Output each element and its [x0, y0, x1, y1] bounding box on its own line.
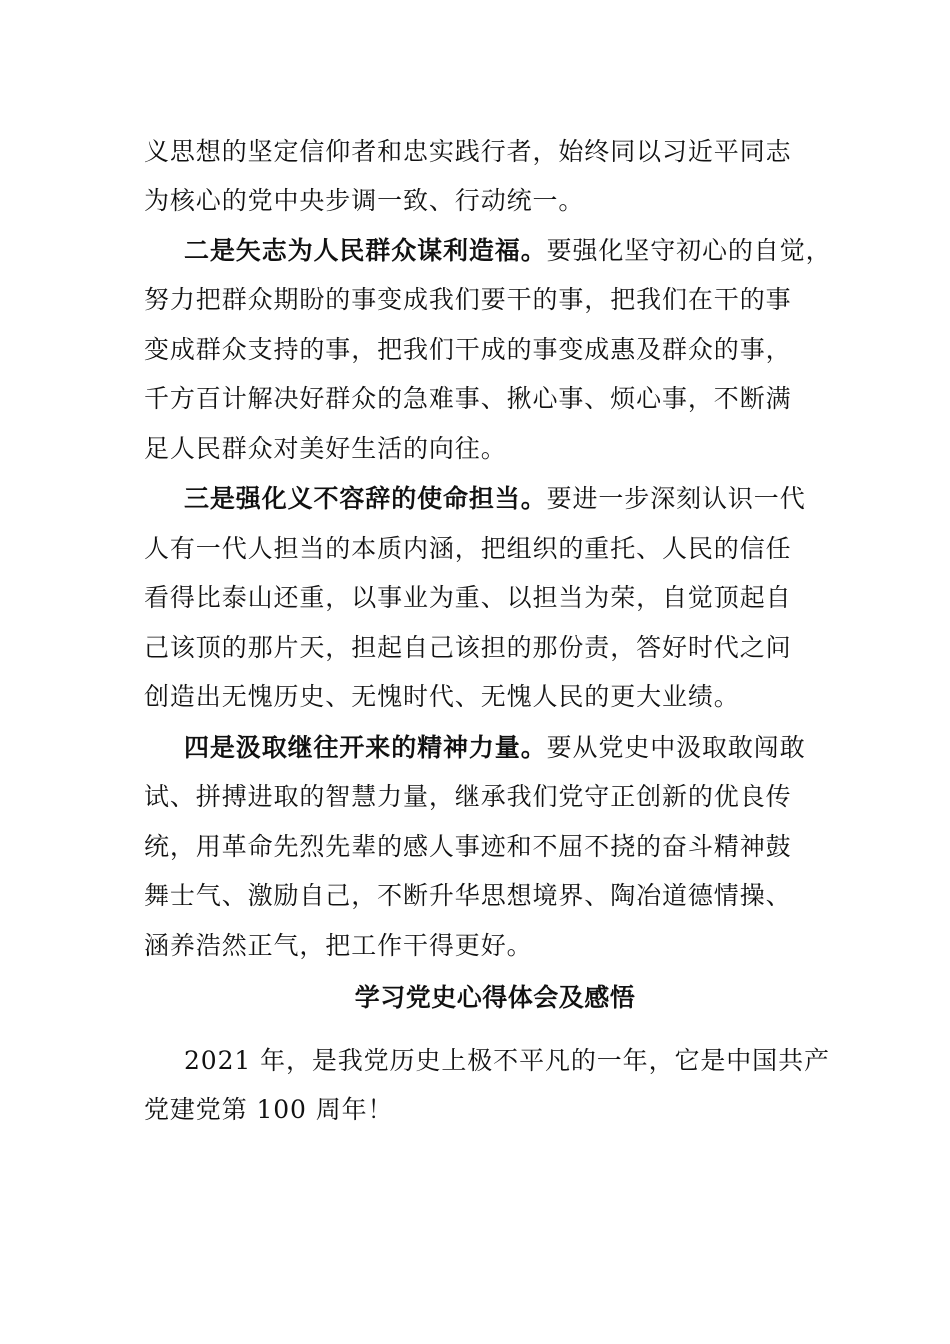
section-title: 学习党史心得体会及感悟: [354, 983, 636, 1012]
paragraph-line: 涵养浩然正气，把工作干得更好。: [144, 931, 533, 960]
paragraph-line: 2021 年，是我党历史上极不平凡的一年，它是中国共产: [184, 1046, 830, 1075]
paragraph-point-2-first-line: [184, 236, 832, 266]
paragraph-text: 要强化坚守初心的自觉，: [546, 236, 832, 265]
paragraph-point-4-first-line: [184, 733, 806, 763]
paragraph-line: 努力把群众期盼的事变成我们要干的事，把我们在干的事: [144, 285, 792, 314]
paragraph-line: 千方百计解决好群众的急难事、揪心事、烦心事，不断满: [144, 384, 792, 413]
paragraph-line: 试、拼搏进取的智慧力量，继承我们党守正创新的优良传: [144, 782, 792, 811]
point-2-heading: 二是矢志为人民群众谋利造福。: [184, 236, 547, 265]
paragraph-line: 党建党第 100 周年！: [144, 1095, 394, 1124]
paragraph-line: 创造出无愧历史、无愧时代、无愧人民的更大业绩。: [144, 682, 740, 711]
paragraph-line: 义思想的坚定信仰者和忠实践行者，始终同以习近平同志: [144, 137, 792, 166]
paragraph-line: 己该顶的那片天，担起自己该担的那份责，答好时代之问: [144, 633, 792, 662]
paragraph-line: 足人民群众对美好生活的向往。: [144, 434, 507, 463]
paragraph-text: 要进一步深刻认识一代: [546, 484, 806, 513]
paragraph-line: 人有一代人担当的本质内涵，把组织的重托、人民的信任: [144, 534, 792, 563]
paragraph-point-3-first-line: [184, 484, 806, 514]
paragraph-line: 变成群众支持的事，把我们干成的事变成惠及群众的事，: [144, 335, 792, 364]
paragraph-line: 为核心的党中央步调一致、行动统一。: [144, 186, 585, 215]
paragraph-line: 舞士气、激励自己，不断升华思想境界、陶冶道德情操、: [144, 881, 792, 910]
point-3-heading: 三是强化义不容辞的使命担当。: [184, 484, 547, 513]
paragraph-line: 统，用革命先烈先辈的感人事迹和不屈不挠的奋斗精神鼓: [144, 832, 792, 861]
paragraph-line: 看得比泰山还重，以事业为重、以担当为荣，自觉顶起自: [144, 583, 792, 612]
point-4-heading: 四是汲取继往开来的精神力量。: [184, 733, 547, 762]
paragraph-text: 要从党史中汲取敢闯敢: [546, 733, 806, 762]
